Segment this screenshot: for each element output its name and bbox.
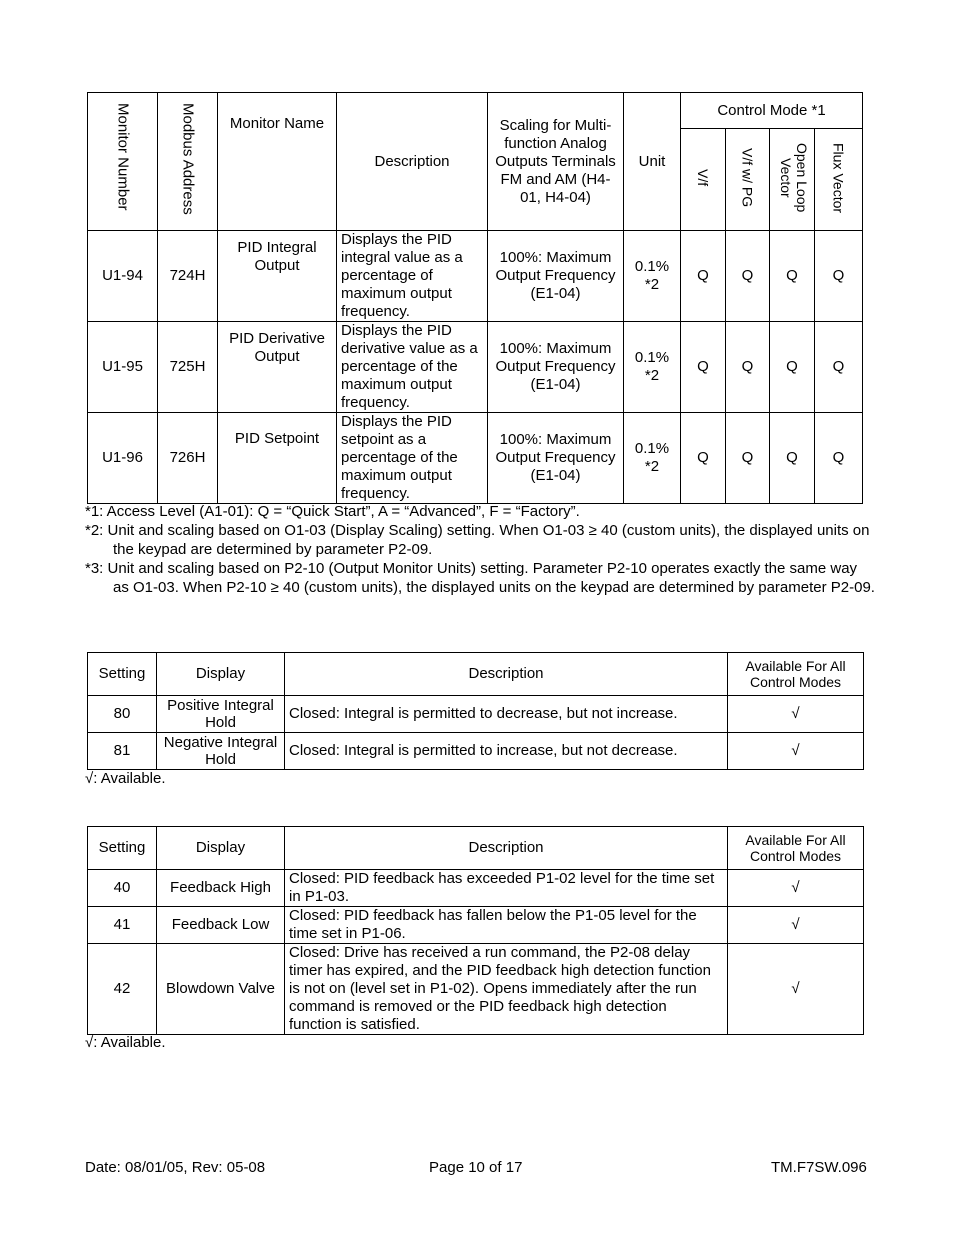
setting-description: Closed: PID feedback has fallen below the P1-05 level for the time set in P1-06. — [285, 907, 728, 944]
setting-display: Positive Integral Hold — [157, 696, 285, 733]
setting-available: √ — [728, 696, 864, 733]
header-description: Description — [285, 827, 728, 870]
setting-description: Closed: Integral is permitted to decrease, but not increase. — [285, 696, 728, 733]
setting-value: 40 — [88, 870, 157, 907]
setting-value: 81 — [88, 733, 157, 770]
monitor-description: Displays the PID integral value as a percentage of maximum output frequency. — [337, 231, 488, 322]
header-available: Available For All Control Modes — [728, 827, 864, 870]
setting-available: √ — [728, 944, 864, 1035]
mode-vf-pg: Q — [726, 322, 770, 413]
mode-vf-pg: Q — [726, 413, 770, 504]
monitor-description: Displays the PID derivative value as a percentage of the maximum output frequency. — [337, 322, 488, 413]
header-modbus-address: Modbus Address — [158, 93, 218, 231]
setting-value: 41 — [88, 907, 157, 944]
mode-vf: Q — [681, 322, 726, 413]
modbus-address: 724H — [158, 231, 218, 322]
monitor-description: Displays the PID setpoint as a percentage of the maximum output frequency. — [337, 413, 488, 504]
footnote-1: *1: Access Level (A1-01): Q = “Quick Start”, A = “Advanced”, F = “Factory”. — [85, 503, 580, 520]
setting-value: 42 — [88, 944, 157, 1035]
footnote-2: *2: Unit and scaling based on O1-03 (Display Scaling) setting. When O1-03 ≥ 40 (custom units), the displayed units on the keypad are determined by parameter P2-09. — [85, 522, 870, 558]
header-description: Description — [337, 93, 488, 231]
table-row — [88, 231, 863, 322]
monitor-unit: 0.1% *2 — [624, 413, 681, 504]
setting-display: Blowdown Valve — [157, 944, 285, 1035]
header-monitor-name: Monitor Name — [218, 93, 337, 231]
header-display: Display — [157, 827, 285, 870]
output-table-footnote: √: Available. — [85, 1034, 166, 1051]
table-row — [88, 322, 863, 413]
header-setting: Setting — [88, 653, 157, 696]
table-row — [88, 907, 864, 944]
setting-description: Closed: Integral is permitted to increase, but not decrease. — [285, 733, 728, 770]
monitor-name: PID Integral Output — [218, 231, 337, 322]
footer-date: Date: 08/01/05, Rev: 05-08 — [85, 1159, 266, 1176]
input-settings-table — [87, 652, 864, 770]
header-unit: Unit — [624, 93, 681, 231]
monitor-name: PID Derivative Output — [218, 322, 337, 413]
header-control-mode: Control Mode *1 — [681, 93, 863, 129]
mode-olv: Q — [770, 231, 815, 322]
mode-vf: Q — [681, 231, 726, 322]
monitor-number: U1-96 — [88, 413, 158, 504]
header-scaling: Scaling for Multi-function Analog Outputs Terminals FM and AM (H4-01, H4-04) — [488, 93, 624, 231]
table-row — [88, 413, 863, 504]
footnote-3: *3: Unit and scaling based on P2-10 (Output Monitor Units) setting. Parameter P2-10 operates exactly the same way as O1-03. When P2-10 ≥ 40 (custom units), the displayed units on the keypad are determined by parameter P2-09. — [85, 560, 875, 596]
setting-available: √ — [728, 733, 864, 770]
monitor-scaling: 100%: Maximum Output Frequency (E1-04) — [488, 413, 624, 504]
output-settings-table — [87, 826, 864, 1035]
mode-vf: Q — [681, 413, 726, 504]
monitor-unit: 0.1% *2 — [624, 322, 681, 413]
header-mode-vf-pg: V/f w/ PG — [726, 129, 770, 231]
header-display: Display — [157, 653, 285, 696]
header-setting: Setting — [88, 827, 157, 870]
monitor-scaling: 100%: Maximum Output Frequency (E1-04) — [488, 231, 624, 322]
table-row — [88, 870, 864, 907]
mode-olv: Q — [770, 322, 815, 413]
footer-doc-id: TM.F7SW.096 — [771, 1159, 867, 1176]
setting-available: √ — [728, 870, 864, 907]
monitor-number: U1-94 — [88, 231, 158, 322]
setting-description: Closed: PID feedback has exceeded P1-02 level for the time set in P1-03. — [285, 870, 728, 907]
monitor-scaling: 100%: Maximum Output Frequency (E1-04) — [488, 322, 624, 413]
monitor-table — [87, 92, 863, 504]
monitor-unit: 0.1% *2 — [624, 231, 681, 322]
mode-flux: Q — [815, 413, 863, 504]
header-available: Available For All Control Modes — [728, 653, 864, 696]
setting-description: Closed: Drive has received a run command, the P2-08 delay timer has expired, and the PID feedback high detection function is not on (level set in P1-02). Opens immediately after the run command is removed or the PID feedback high detection function is satisfied. — [285, 944, 728, 1035]
mode-olv: Q — [770, 413, 815, 504]
monitor-name: PID Setpoint — [218, 413, 337, 504]
table-row — [88, 733, 864, 770]
monitor-number: U1-95 — [88, 322, 158, 413]
setting-value: 80 — [88, 696, 157, 733]
header-mode-flux: Flux Vector — [815, 129, 863, 231]
mode-flux: Q — [815, 322, 863, 413]
footnotes — [85, 502, 875, 597]
setting-display: Feedback High — [157, 870, 285, 907]
footer-page-number: Page 10 of 17 — [429, 1159, 523, 1176]
setting-display: Negative Integral Hold — [157, 733, 285, 770]
table-row — [88, 944, 864, 1035]
setting-display: Feedback Low — [157, 907, 285, 944]
modbus-address: 726H — [158, 413, 218, 504]
setting-available: √ — [728, 907, 864, 944]
input-table-footnote: √: Available. — [85, 770, 166, 787]
header-monitor-number: Monitor Number — [88, 93, 158, 231]
modbus-address: 725H — [158, 322, 218, 413]
header-description: Description — [285, 653, 728, 696]
mode-vf-pg: Q — [726, 231, 770, 322]
header-mode-vf: V/f — [681, 129, 726, 231]
mode-flux: Q — [815, 231, 863, 322]
header-mode-olv: Open Loop Vector — [770, 129, 815, 231]
table-row — [88, 696, 864, 733]
